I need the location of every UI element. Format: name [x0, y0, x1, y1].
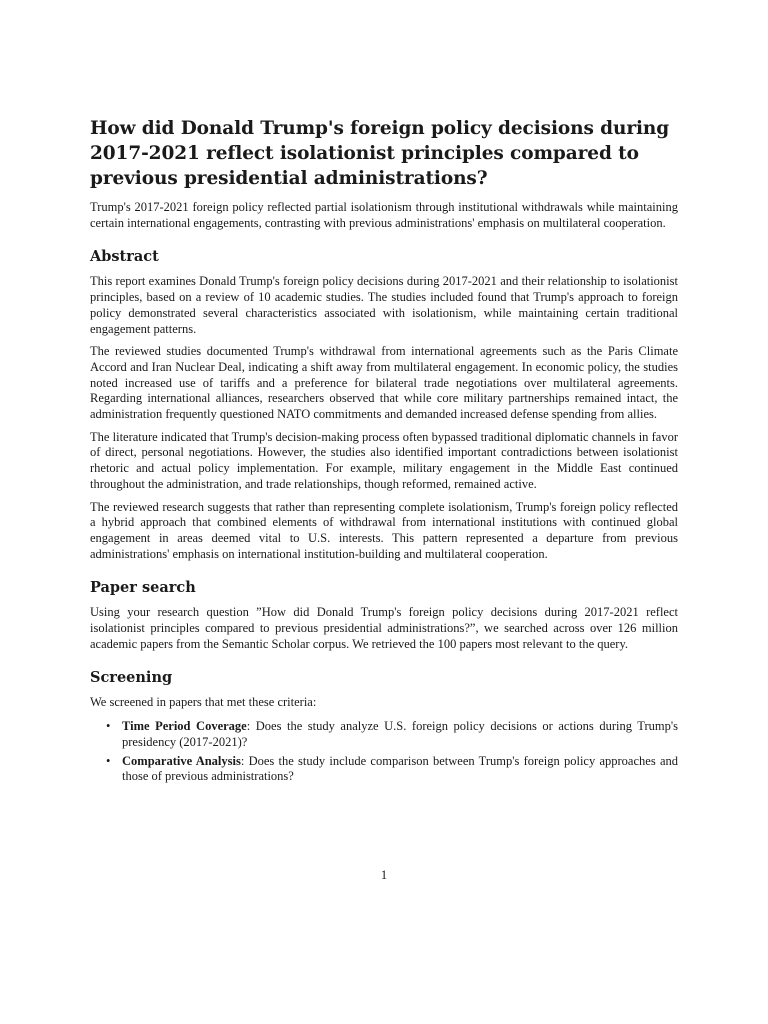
criterion-term: Comparative Analysis [122, 753, 241, 768]
paper-search-heading: Paper search [90, 579, 196, 597]
criterion-term: Time Period Coverage [122, 719, 247, 734]
abstract-paragraph-3: The literature indicated that Trump's decision-making process often bypassed traditional diplomatic channels in favor of direct, personal negotiations. However, the studies also identified important contradictions between isolationist rhetoric and actual policy implementation. For example, military engagement in the Middle East continued throughout the administration, and trade relationships, though reformed, remained active. [90, 429, 678, 491]
paper-search-paragraph: Using your research question ”How did Donald Trump's foreign policy decisions during 2017-2021 reflect isolationist principles compared to previous presidential administrations?”, we searched across over 126 million academic papers from the Semantic Scholar corpus. We retrieved the 100 papers most relevant to the query. [90, 605, 678, 651]
abstract-paragraph-2: The reviewed studies documented Trump's withdrawal from international agreements such as the Paris Climate Accord and Iran Nuclear Deal, indicating a shift away from multilateral engagement. In economic policy, the studies noted increased use of tariffs and a preference for bilateral trade negotiations over multilateral agreements. Regarding international alliances, researchers observed that while core military partnerships remained intact, the administration frequently questioned NATO commitments and demanded increased defense spending from allies. [90, 344, 678, 422]
abstract-heading: Abstract [90, 248, 159, 266]
screening-criteria-list [90, 719, 678, 785]
paper-title: How did Donald Trump's foreign policy decisions during 2017-2021 reflect isolationist principles compared to previous presidential administrations? [90, 118, 670, 189]
screening-intro: We screened in papers that met these criteria: [90, 695, 317, 710]
screening-heading: Screening [90, 669, 173, 687]
abstract-paragraph-4: The reviewed research suggests that rather than representing complete isolationism, Trump's foreign policy reflected a hybrid approach that combined elements of withdrawal from international institutions with continued global engagement in areas deemed vital to U.S. interests. This pattern represented a departure from previous administrations' emphasis on international institution-building and multilateral cooperation. [90, 499, 678, 561]
criterion-description: : Does the study analyze U.S. foreign policy decisions or actions during Trump's presidency (2017-2021)? [122, 719, 678, 749]
abstract-paragraph-1: This report examines Donald Trump's foreign policy decisions during 2017-2021 and their relationship to isolationist principles, based on a review of 10 academic studies. The studies included found that Trump's approach to foreign policy demonstrated several characteristics associated with isolationism, while maintaining certain traditional engagement patterns. [90, 274, 678, 336]
list-item [106, 719, 678, 750]
bullet-icon: • [106, 753, 111, 768]
page-content [90, 116, 678, 788]
list-item [106, 753, 678, 785]
bullet-icon: • [106, 719, 111, 734]
criterion-description: : Does the study include comparison between Trump's foreign policy approaches and those of previous administrations? [122, 753, 678, 784]
summary-paragraph: Trump's 2017-2021 foreign policy reflected partial isolationism through institutional withdrawals while maintaining certain international engagements, contrasting with previous administrations' emphasis on multilateral cooperation. [90, 200, 678, 230]
page-number: 1 [380, 868, 388, 882]
